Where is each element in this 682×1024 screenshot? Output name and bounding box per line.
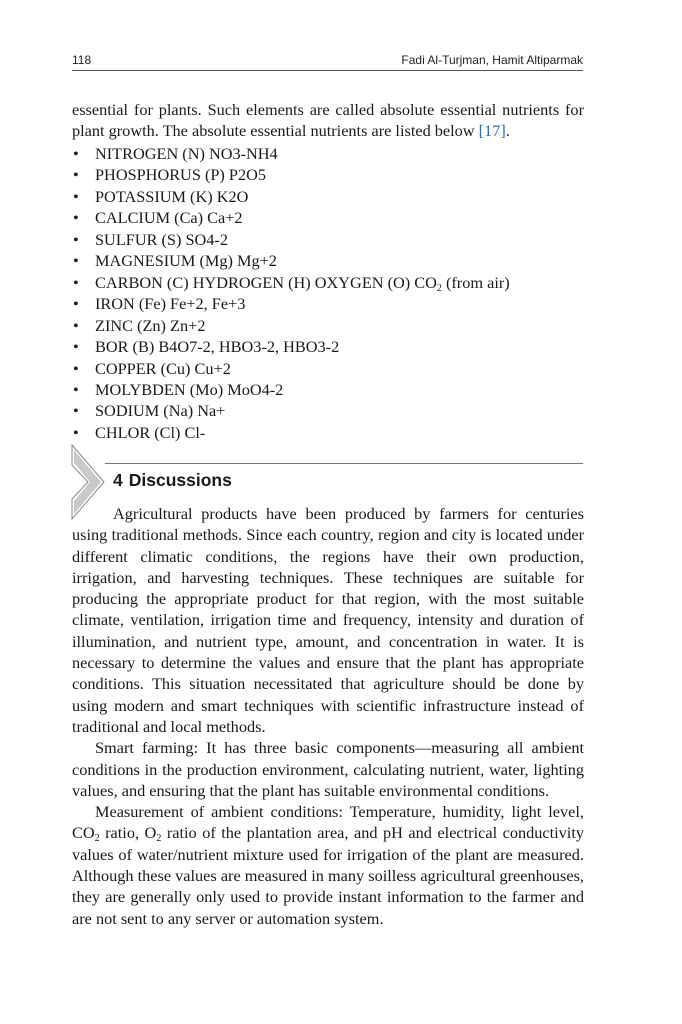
list-item-text: POTASSIUM (K) K2O	[95, 186, 249, 206]
list-item-text: ZINC (Zn) Zn+2	[95, 315, 206, 335]
intro-text: essential for plants. Such elements are called absolute essential nutrients for plant growth. The absolute essential nutrients are listed below	[72, 100, 584, 141]
bullet-icon: •	[73, 401, 79, 421]
bullet-icon: •	[73, 251, 79, 271]
section-heading	[113, 470, 232, 491]
list-item-text: PHOSPHORUS (P) P2O5	[95, 165, 267, 185]
list-item-text: NITROGEN (N) NO3-NH4	[95, 144, 278, 163]
bullet-icon: •	[73, 315, 79, 335]
list-item	[72, 293, 584, 314]
bullet-icon: •	[73, 358, 79, 378]
list-item	[72, 229, 584, 250]
paragraph: Smart farming: It has three basic components—measuring all ambient conditions in the production environment, calculating nutrient, water, lighting values, and ensuring that the plant has suitable environmental conditions.	[72, 738, 584, 800]
list-item	[72, 315, 584, 336]
list-item	[72, 250, 584, 271]
paragraph: Agricultural products have been produced by farmers for centuries using traditional methods. Since each country, region and city is located under different climatic conditions, the regions have their own production, irrigation, and harvesting techniques. These techniques are suitable for producing the appropriate product for that region, with the most suitable climate, ventilation, irrigation time and frequency, intensity and duration of illumination, and nutrient type, amount, and concentration in water. It is necessary to determine the values and ensure that the plant has appropriate conditions. This situation necessitated that agriculture should be done by using modern and smart techniques with scientific infrastructure instead of traditional and local methods.	[72, 504, 584, 736]
running-header	[72, 52, 583, 71]
list-item	[72, 164, 584, 185]
list-item-text: SULFUR (S) SO4-2	[95, 229, 228, 249]
section-divider	[105, 463, 583, 464]
list-item: • CARBON (C) HYDROGEN (H) OXYGEN (O) $CO_2$ (from air)	[73, 272, 510, 294]
bullet-icon: •	[73, 165, 79, 185]
header-authors: Fadi Al-Turjman, Hamit Altiparmak	[401, 53, 583, 67]
discussion-body	[72, 503, 584, 929]
list-item-text: COPPER (Cu) Cu+2	[95, 358, 231, 378]
bullet-icon: •	[73, 379, 79, 399]
intro-end: .	[505, 121, 510, 141]
bullet-icon: •	[73, 229, 79, 249]
section-title: Discussions	[128, 470, 232, 490]
citation-link[interactable]: [17]	[478, 121, 506, 141]
list-item-text: MAGNESIUM (Mg) Mg+2	[95, 251, 277, 271]
list-item	[72, 422, 584, 443]
list-item-text: SODIUM (Na) Na+	[95, 401, 226, 421]
bullet-icon: •	[73, 294, 79, 314]
list-item-text: IRON (Fe) Fe+2, Fe+3	[95, 294, 246, 314]
section-number: 4	[113, 470, 123, 490]
list-item-text: BOR (B) B4O7-2, HBO3-2, HBO3-2	[95, 337, 340, 357]
bullet-icon: •	[73, 144, 79, 163]
list-item	[72, 143, 584, 164]
bullet-icon: •	[73, 272, 79, 292]
bullet-icon: •	[73, 337, 79, 357]
bullet-icon: •	[73, 186, 79, 206]
list-item	[72, 336, 584, 357]
list-item-text: CHLOR (Cl) Cl-	[95, 422, 206, 442]
list-item-text: MOLYBDEN (Mo) MoO4-2	[95, 379, 284, 399]
list-item-text: CALCIUM (Ca) Ca+2	[95, 208, 243, 228]
page-number: 118	[72, 53, 92, 67]
list-item	[72, 400, 584, 421]
bullet-icon: •	[73, 208, 79, 228]
paragraph: Measurement of ambient conditions: Temperature, humidity, light level, $CO_2$ ratio, $O_2$ ratio of the plantation area, and pH and electrical conductivity values of water/nutrient mixture used for irrigation of the plant are measured. Although these values are measured in many soilless agricultural greenhouses, they are generally only used to provide instant information to the farmer and are not sent to any server or automation system.	[72, 802, 584, 928]
list-item	[72, 186, 584, 207]
list-item	[72, 358, 584, 379]
bullet-icon: •	[73, 422, 79, 442]
intro-paragraph	[72, 99, 584, 142]
list-item	[72, 207, 584, 228]
nutrient-list	[72, 143, 584, 443]
list-item	[72, 379, 584, 400]
